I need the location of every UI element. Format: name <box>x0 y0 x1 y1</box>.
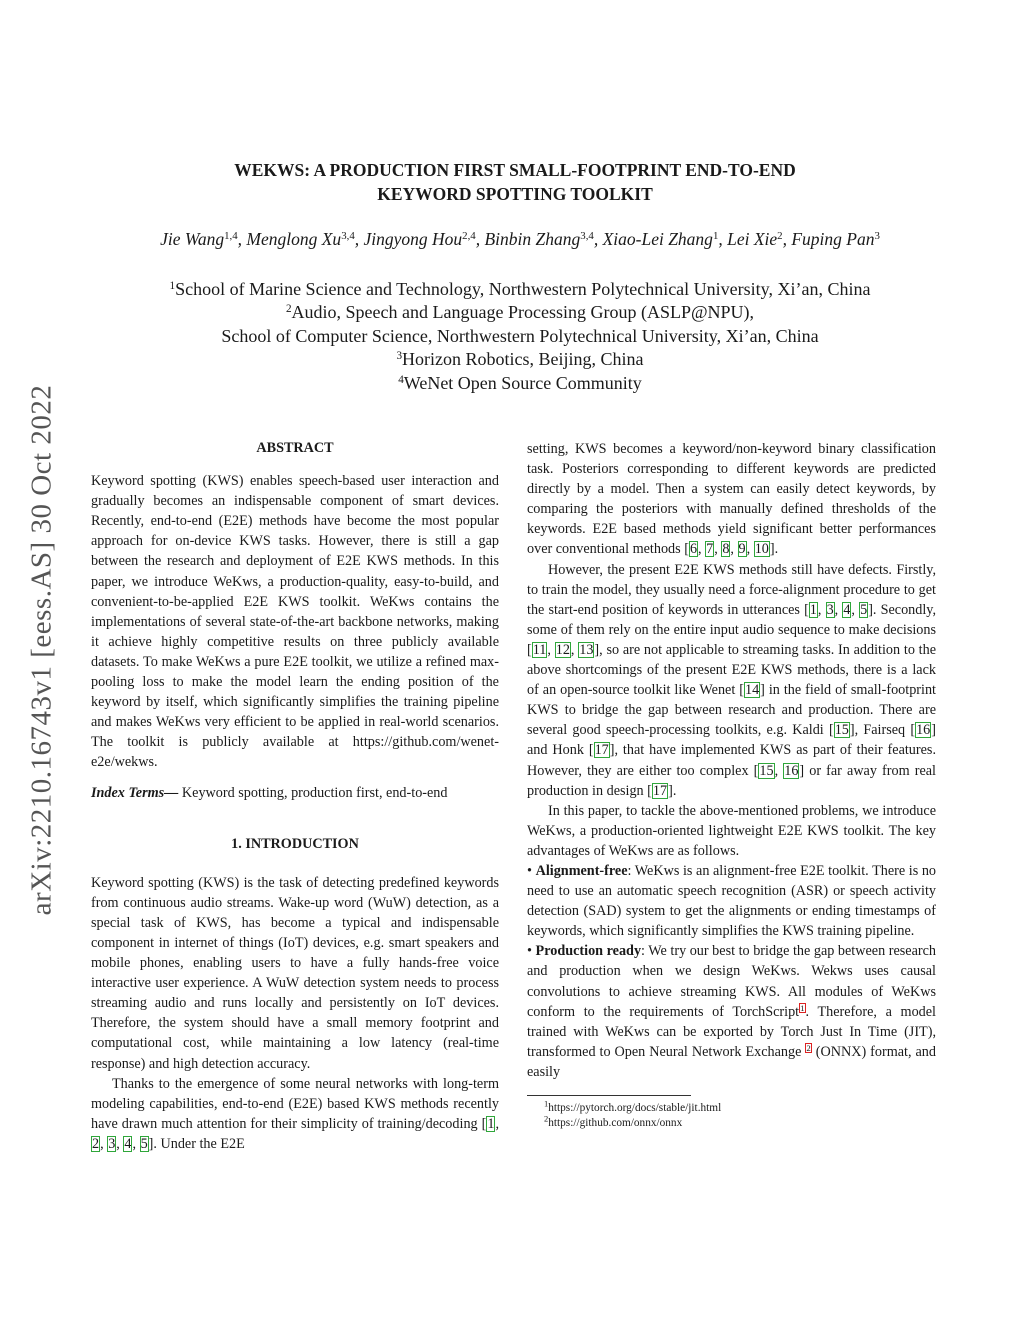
title-line-1: WEKWS: A PRODUCTION FIRST SMALL-FOOTPRINT END-TO-END <box>234 160 796 180</box>
bullet-icon: • <box>527 862 532 879</box>
footnote-link[interactable]: 1 <box>800 1002 805 1013</box>
citation-link[interactable]: 6 <box>689 541 698 558</box>
citation-link[interactable]: 10 <box>754 541 769 558</box>
affiliation: $^1$School of Marine Science and Technology, Northwestern Polytechnical University, Xi’an, China <box>169 279 871 299</box>
bullet-production-ready: • Production ready: We try our best to bridge the gap between research and production when we design WeKws. Wekws uses causal convolutions to achieve streaming KWS. All modules of WeKws conform to the requirements of TorchScript$^1$. Therefore, a model trained with WeKws can be exported by Torch Just In Time (JIT), transformed to Open Neural Network Exchange $^2$ (ONNX) format, and easily <box>527 943 936 1080</box>
footnote-url[interactable]: https://pytorch.org/docs/stable/jit.html <box>548 1102 722 1114</box>
right-paragraph-3: In this paper, to tackle the above-mentioned problems, we introduce WeKws, a production-oriented lightweight E2E KWS toolkit. The key advantages of WeKws are as follows. <box>527 802 936 859</box>
footnote-2: $^2$https://github.com/onnx/onnx <box>544 1112 683 1129</box>
footnote-1: $^1$https://pytorch.org/docs/stable/jit.html <box>544 1098 722 1114</box>
affiliation: $^3$Horizon Robotics, Beijing, China <box>396 349 644 370</box>
abstract-text: Keyword spotting (KWS) enables speech-based user interaction and gradually becomes an indispensable component of smart devices. Recently, end-to-end (E2E) methods have become the most popular approach for on-device KWS tasks. However, there is still a gap between the research and deployment of E2E KWS methods. In this paper, we introduce WeKws, a production-quality, easy-to-build, and convenient-to-be-applied E2E KWS toolkit. WeKws contains the implementations of several state-of-the-art backbone networks, making it achieve highly competitive results on three publicly available datasets. To make WeKws a pure E2E toolkit, we utilize a refined max-pooling loss to make the model learn the ending position of the keyword by itself, which significantly simplifies the training pipeline and makes WeKws very efficient to be applied in real-world scenarios. The toolkit is publicly available at https://github.com/wenet-e2e/wekws. <box>91 473 499 771</box>
affiliation: $^2$Audio, Speech and Language Processing Group (ASLP@NPU), <box>285 302 755 323</box>
citation-link[interactable]: 16 <box>784 762 799 779</box>
author: Jingyong Hou$^{2,4}$, <box>363 229 485 249</box>
citation-link[interactable]: 15 <box>759 762 774 779</box>
author: Xiao-Lei Zhang$^1$, <box>602 229 728 249</box>
author: Jie Wang$^{1,4}$, <box>160 229 247 249</box>
citation-link[interactable]: 5 <box>860 601 868 618</box>
author: Menglong Xu$^{3,4}$, <box>246 229 364 249</box>
citation-link[interactable]: 3 <box>826 601 834 618</box>
citation-link[interactable]: 17 <box>652 782 668 799</box>
abstract-heading: ABSTRACT <box>256 440 334 456</box>
citation-link[interactable]: 14 <box>744 682 760 699</box>
intro-paragraph-1: Keyword spotting (KWS) is the task of detecting predefined keywords from continuous audio streams. Wake-up word (WuW) detection, as a special task of KWS, has become a typical and indispensable component in internet of things (IoT) devices, e.g. smart speakers and mobile phones, enabling users to have a fully hands-free voice interactive user experience. A WuW detection system needs to process streaming audio and runs locally and persistently on IoT devices. Therefore, the system should have a small memory footprint and computational cost, while maintaining a low latency (real-time response) and high detection accuracy. <box>91 874 499 1072</box>
affiliation: School of Computer Science, Northwestern Polytechnical University, Xi’an, China <box>221 325 819 346</box>
citation-link[interactable]: 1 <box>809 601 817 618</box>
citation-link[interactable]: 13 <box>579 641 594 658</box>
right-column <box>527 439 936 1130</box>
citation-link[interactable]: 7 <box>706 541 714 558</box>
footnote-url[interactable]: https://github.com/onnx/onnx <box>548 1116 683 1129</box>
bullet-icon: • <box>527 943 532 960</box>
author: Binbin Zhang$^{3,4}$, <box>484 229 603 249</box>
citation-link[interactable]: 17 <box>594 742 609 759</box>
citation-link[interactable]: 12 <box>555 641 570 658</box>
arxiv-id: arXiv:2210.16743v1 [eess.AS] 30 Oct 2022 <box>25 384 58 916</box>
citation-link[interactable]: 8 <box>722 541 730 558</box>
citation-link[interactable]: 4 <box>843 601 851 618</box>
footnote-divider <box>527 1095 691 1096</box>
citation-link[interactable]: 16 <box>916 722 931 739</box>
right-paragraph-1: setting, KWS becomes a keyword/non-keyword binary classification task. Posteriors corresponding to different keywords are predicted directly by a model. Then a system can easily detect keywords, by comparing the posteriors with manually defined thresholds of the keywords. E2E based methods yield significant better performances over conventional methods [6, 7, 8, 9, 10]. <box>527 441 936 558</box>
paper-title <box>120 158 910 206</box>
affiliations <box>110 278 930 395</box>
citation-link[interactable]: 9 <box>738 541 746 558</box>
citation-link[interactable]: 5 <box>140 1135 148 1152</box>
bullet-alignment-free: • Alignment-free: WeKws is an alignment-free E2E toolkit. There is no need to use an automatic speech recognition (ASR) or speech activity detection (SAD) system to get the alignments or ending timestamps of keywords, which significantly simplifies the KWS training pipeline. <box>527 862 937 940</box>
citation-link[interactable]: 3 <box>108 1135 116 1152</box>
arxiv-sidebar-stamp <box>10 340 74 960</box>
citation-link[interactable]: 1 <box>487 1115 495 1132</box>
affiliation: $^4$WeNet Open Source Community <box>398 372 642 393</box>
author: Fuping Pan$^3$ <box>791 229 880 249</box>
citation-link[interactable]: 4 <box>124 1135 132 1152</box>
left-column <box>91 438 499 1154</box>
citation-link[interactable]: 2 <box>92 1135 100 1152</box>
author-list <box>60 229 980 250</box>
introduction-heading: 1. INTRODUCTION <box>231 835 359 852</box>
author: Lei Xie$^2$, <box>727 229 792 249</box>
title-line-2: KEYWORD SPOTTING TOOLKIT <box>377 184 653 204</box>
intro-paragraph-2: Thanks to the emergence of some neural networks with long-term modeling capabilities, end-to-end (E2E) based KWS methods recently have drawn much attention for their simplicity of training/decoding [1, 2, 3, 4, 5]. Under the E2E <box>91 1075 499 1152</box>
citation-link[interactable]: 15 <box>834 722 849 739</box>
index-terms: Index Terms— Keyword spotting, production first, end-to-end <box>91 784 448 801</box>
footnote-link[interactable]: 2 <box>806 1042 811 1053</box>
right-paragraph-2: However, the present E2E KWS methods still have defects. Firstly, to train the model, they usually need a force-alignment procedure to get the start-end position of keywords in utterances [1, 3, 4, 5]. Secondly, some of them rely on the entire input audio sequence to make decisions [11, 12, 13], so are not applicable to streaming tasks. In addition to the above shortcomings of the present E2E KWS methods, there is a lack of an open-source toolkit like Wenet [14] in the field of small-footprint KWS to bridge the gap between research and production. There are several good speech-processing toolkits, e.g. Kaldi [15], Fairseq [16] and Honk [17], that have implemented KWS as part of their features. However, they are either too complex [15, 16] or far away from real production in design [17]. <box>527 561 937 799</box>
citation-link[interactable]: 11 <box>532 641 547 658</box>
